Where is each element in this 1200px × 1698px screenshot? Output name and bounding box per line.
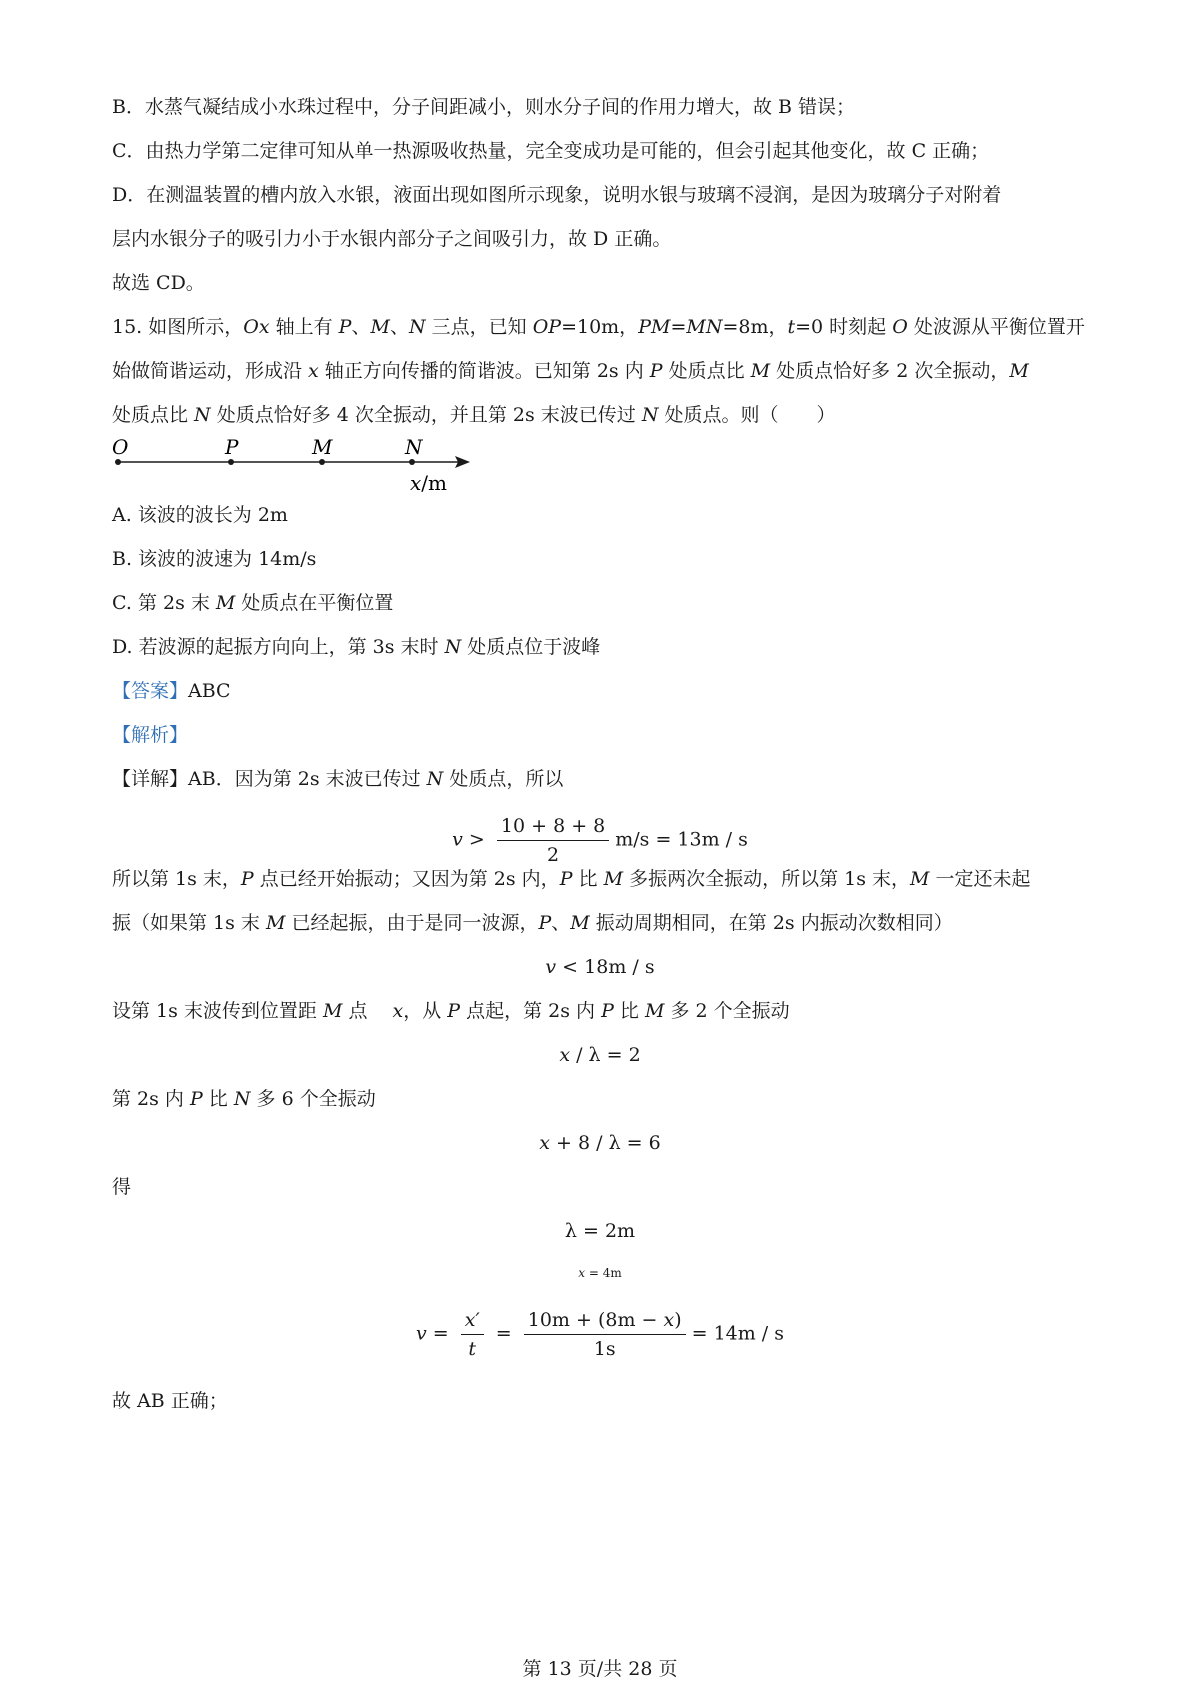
equation-2	[0, 952, 1200, 982]
math-var: v	[452, 828, 463, 851]
fraction	[497, 812, 609, 869]
text: 如图所示，	[148, 316, 244, 338]
prev-option-d-line1: D．在测温装置的槽内放入水银，液面出现如图所示现象，说明水银与玻璃不浸润，是因为玻璃分子对附着	[112, 184, 1002, 206]
point-m-dot	[319, 459, 325, 465]
text: 振动周期相同，在第 2s 内振动次数相同）	[589, 912, 953, 934]
math-var: P	[538, 912, 552, 934]
answer-label: 【答案】	[112, 680, 189, 702]
equation-6	[0, 1258, 1200, 1288]
math-var: N	[426, 768, 444, 790]
equation-4	[0, 1128, 1200, 1158]
math-op: =	[426, 1322, 455, 1345]
text: 设第 1s 末波传到位置距	[112, 1000, 323, 1022]
text: 多 2 个全振动	[664, 1000, 790, 1022]
q15-stem-line3	[112, 400, 836, 430]
equation-5: λ = 2m	[564, 1220, 636, 1242]
denominator: 2	[547, 844, 560, 866]
detail-line2	[112, 864, 1031, 894]
math-op: =	[489, 1322, 518, 1345]
text: =0 时刻起	[795, 316, 893, 338]
equation-3	[0, 1040, 1200, 1070]
math-var: P	[559, 868, 573, 890]
math-text: m/s = 13m / s	[615, 828, 748, 851]
math-var: M	[1009, 360, 1029, 382]
math-var: x	[663, 1309, 675, 1331]
page-footer: 第 13 页/共 28 页	[522, 1658, 678, 1680]
detail-final: 故 AB 正确；	[112, 1390, 228, 1412]
text: 所以第 1s 末，	[112, 868, 241, 890]
fraction	[461, 1306, 484, 1363]
math-text: < 18m / s	[556, 956, 655, 978]
text: ，从	[403, 1000, 448, 1022]
math-var: MN	[686, 316, 723, 338]
option-d	[112, 632, 600, 662]
math-var: M	[215, 592, 236, 614]
math-var: P	[189, 1088, 203, 1110]
math-var: M	[322, 1000, 343, 1022]
fraction	[524, 1306, 686, 1363]
math-text: / λ = 2	[570, 1044, 641, 1066]
math-var: P	[601, 1000, 614, 1022]
equation-1	[0, 812, 1200, 869]
axis-label: x/m	[410, 471, 447, 495]
math-var: x	[308, 360, 319, 382]
math-var: P	[240, 868, 254, 890]
math-var: P	[649, 360, 663, 382]
q15-stem-line1	[112, 312, 1085, 342]
answer-line	[112, 676, 231, 706]
point-label-m: M	[312, 436, 333, 459]
text: 轴正方向传播的简谐波。已知第 2s 内	[318, 360, 650, 382]
text: 比	[572, 868, 604, 890]
math-var: v	[545, 956, 557, 978]
text: 一定还未起	[929, 868, 1031, 890]
math-var: M	[265, 912, 286, 934]
text: 始做简谐运动，形成沿	[112, 360, 309, 382]
detail-line5	[112, 1084, 376, 1114]
detail-line3	[112, 908, 953, 938]
detail-line1	[112, 764, 563, 794]
analysis-label: 【解析】	[112, 724, 189, 746]
point-n-dot	[409, 459, 415, 465]
text: D. 若波源的起振方向向上，第 3s 末时	[112, 636, 445, 658]
text: =10m，	[561, 316, 639, 338]
point-label-o: O	[112, 436, 129, 459]
prev-conclusion: 故选 CD。	[112, 272, 205, 294]
text: =	[670, 316, 687, 338]
math-var: M	[910, 868, 930, 890]
text: =8m，	[722, 316, 788, 338]
text: AB．因为第 2s 末波已传过	[188, 768, 427, 790]
prev-option-b: B．水蒸气凝结成小水珠过程中，分子间距减小，则水分子间的作用力增大，故 B 错误；	[112, 96, 856, 118]
math-var: N	[194, 404, 211, 426]
text: 处质点恰好多 2 次全振动，	[770, 360, 1010, 382]
text: 轴上有	[269, 316, 339, 338]
answer-value: ABC	[188, 680, 231, 702]
denominator: t	[468, 1338, 477, 1360]
text: 三点，已知	[425, 316, 533, 338]
math-var: N	[408, 316, 426, 338]
math-var: P	[447, 1000, 461, 1022]
point-o-dot	[115, 459, 121, 465]
prev-option-c: C．由热力学第二定律可知从单一热源吸收热量，完全变成功是可能的，但会引起其他变化，故 C 正确；	[112, 140, 990, 162]
detail-line4	[112, 996, 790, 1026]
text: 处质点，所以	[443, 768, 564, 790]
text: C. 第 2s 末	[112, 592, 216, 614]
text: 多振两次全振动，所以第 1s 末，	[623, 868, 911, 890]
text: 点起，第 2s 内	[460, 1000, 602, 1022]
point-p-dot	[228, 459, 234, 465]
text: 、	[551, 912, 571, 934]
option-b: B. 该波的波速为 14m/s	[112, 548, 317, 570]
option-a: A. 该波的波长为 2m	[112, 504, 288, 526]
point-label-n: N	[405, 436, 423, 459]
text: 、	[389, 316, 409, 338]
text: 处质点在平衡位置	[235, 592, 394, 614]
point-label-p: P	[225, 436, 239, 459]
text: 处质点位于波峰	[461, 636, 601, 658]
math-var: M	[370, 316, 390, 338]
math-var: N	[641, 404, 659, 426]
math-var: x	[539, 1132, 550, 1154]
math-var: x	[392, 1000, 404, 1022]
text: 处质点比	[662, 360, 751, 382]
math-var: N	[233, 1088, 251, 1110]
detail-de: 得	[112, 1176, 132, 1198]
text: 已经起振，由于是同一波源，	[285, 912, 539, 934]
math-text: + 8 / λ = 6	[550, 1132, 661, 1154]
prev-option-d-line2: 层内水银分子的吸引力小于水银内部分子之间吸引力，故 D 正确。	[112, 228, 672, 250]
math-var: M	[570, 912, 590, 934]
math-var: O	[892, 316, 908, 338]
math-var: N	[444, 636, 462, 658]
math-var: t	[787, 316, 796, 338]
math-var: x	[578, 1266, 586, 1280]
numerator: x′	[461, 1306, 484, 1335]
text: 多 6 个全振动	[250, 1088, 376, 1110]
text: 第 2s 内	[112, 1088, 190, 1110]
text: 处质点恰好多 4 次全振动，并且第 2s 末波已传过	[210, 404, 642, 426]
math-var: P	[338, 316, 352, 338]
question-number: 15.	[112, 316, 143, 338]
text: 比	[202, 1088, 234, 1110]
q15-stem-line2	[112, 356, 1029, 386]
detail-label: 【详解】	[112, 768, 189, 790]
denominator: 1s	[593, 1338, 616, 1360]
text: 处波源从平衡位置开	[907, 316, 1085, 338]
math-text: = 4m	[585, 1266, 622, 1280]
text: 振（如果第 1s 末	[112, 912, 266, 934]
math-var: M	[644, 1000, 665, 1022]
math-var: OP	[532, 316, 562, 338]
math-op: >	[462, 828, 491, 851]
math-text: )	[674, 1309, 682, 1331]
math-text: = 14m / s	[691, 1322, 784, 1345]
text: 、	[351, 316, 371, 338]
math-var: v	[415, 1322, 427, 1345]
math-text: 10m + (8m −	[527, 1309, 664, 1331]
equation-7	[0, 1306, 1200, 1363]
text: 处质点。则（ ）	[658, 404, 836, 426]
math-var: PM	[638, 316, 671, 338]
text: 比	[613, 1000, 645, 1022]
text: 处质点比	[112, 404, 195, 426]
text: 点已经开始振动；又因为第 2s 内，	[253, 868, 560, 890]
math-var: Ox	[243, 316, 270, 338]
option-c	[112, 588, 393, 618]
math-var: M	[603, 868, 624, 890]
numerator	[524, 1306, 686, 1335]
math-var: M	[750, 360, 771, 382]
numerator: 10 + 8 + 8	[497, 812, 609, 841]
text: 点	[342, 1000, 393, 1022]
math-var: x	[559, 1044, 571, 1066]
